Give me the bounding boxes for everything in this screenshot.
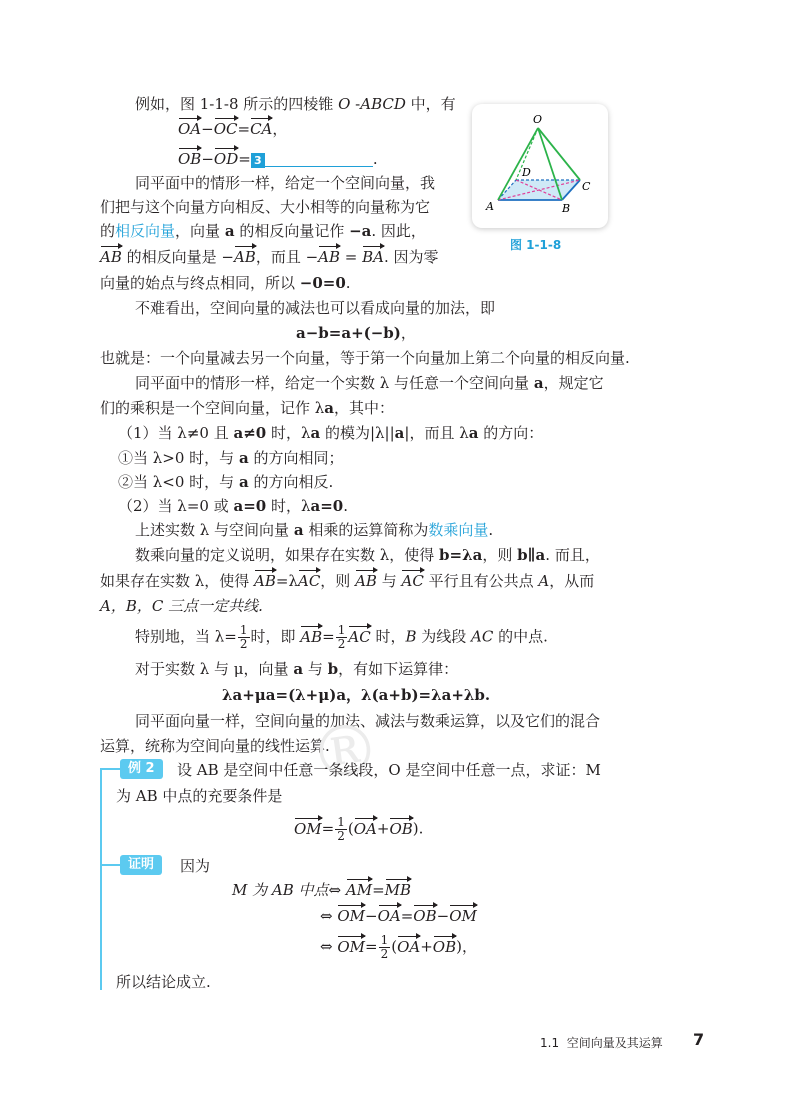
vector: OM bbox=[449, 904, 477, 928]
proof-step-2 bbox=[320, 904, 477, 928]
text: 们的乘积是一个空间向量，记作 λ bbox=[100, 399, 325, 417]
text: 同平面中的情形一样，给定一个实数 λ 与任意一个空间向量 bbox=[135, 374, 534, 392]
text-line bbox=[135, 92, 456, 116]
text: （2）当 λ=0 或 bbox=[118, 497, 234, 515]
text-line: 不难看出，空间向量的减法也可以看成向量的加法，即 bbox=[135, 299, 496, 317]
text-line bbox=[118, 421, 543, 445]
text-line bbox=[118, 446, 343, 470]
text: = bbox=[340, 248, 363, 266]
denominator: 2 bbox=[380, 947, 389, 961]
text: . bbox=[372, 150, 378, 168]
fraction bbox=[335, 816, 347, 843]
proof-step-3 bbox=[320, 934, 477, 961]
text: . bbox=[343, 497, 348, 515]
text: 与 bbox=[376, 572, 402, 590]
text: . bbox=[488, 521, 494, 539]
pyramid-figure bbox=[472, 104, 608, 228]
figure-caption: 图 1-1-8 bbox=[510, 238, 562, 252]
text: 的方向相反. bbox=[248, 473, 334, 491]
denominator: 2 bbox=[239, 637, 248, 651]
text: . 而且， bbox=[545, 546, 600, 564]
text: 数乘向量的定义说明，如果存在实数 λ，使得 bbox=[135, 546, 440, 564]
label-O: O bbox=[533, 113, 543, 126]
text: 时，λ bbox=[266, 424, 311, 442]
text: a bbox=[293, 660, 304, 678]
equation-2 bbox=[178, 147, 378, 171]
text: a bbox=[468, 424, 479, 442]
label-A: A bbox=[486, 200, 494, 213]
text: ( bbox=[391, 937, 398, 956]
text-line: 同平面中的情形一样，给定一个空间向量，我 bbox=[135, 174, 436, 192]
text: 的方向： bbox=[478, 424, 544, 442]
operator: = bbox=[237, 120, 251, 138]
text: ， bbox=[272, 120, 288, 138]
text: 时，即 bbox=[250, 627, 301, 646]
text: 的相反向量记作 bbox=[234, 222, 350, 240]
text: ⇔ bbox=[320, 907, 338, 925]
text: ②当 λ<0 时，与 bbox=[118, 473, 239, 491]
page-number: 7 bbox=[693, 1030, 705, 1049]
text: 为线段 bbox=[416, 627, 472, 646]
edge-OC bbox=[538, 128, 580, 180]
text-line bbox=[135, 371, 604, 395]
text: = bbox=[322, 627, 335, 646]
text: = bbox=[400, 907, 414, 925]
text: )， bbox=[456, 937, 477, 956]
text: = bbox=[365, 937, 378, 956]
text: 时，λ bbox=[266, 497, 311, 515]
vector: MB bbox=[385, 878, 411, 902]
text: a bbox=[310, 424, 321, 442]
text-line bbox=[100, 219, 426, 243]
text: b=λa bbox=[439, 546, 483, 564]
text: . 因此， bbox=[371, 222, 426, 240]
text: 对于实数 λ 与 μ，向量 bbox=[135, 660, 294, 678]
vector: AB bbox=[100, 245, 122, 269]
text: + bbox=[376, 819, 390, 838]
vector: OA bbox=[354, 817, 377, 841]
text: M 为 AB 中点⇔ bbox=[232, 881, 346, 899]
vector: OA bbox=[378, 904, 401, 928]
proof-step-1 bbox=[232, 878, 411, 902]
vector: OM bbox=[294, 817, 322, 841]
text: . bbox=[345, 274, 351, 292]
section-title: 空间向量及其运算 bbox=[566, 1036, 663, 1050]
vector: OA bbox=[397, 935, 420, 959]
text: （1）当 λ≠0 且 bbox=[118, 424, 234, 442]
vector: OB bbox=[178, 147, 201, 171]
text: a bbox=[238, 473, 249, 491]
text: −0=0 bbox=[299, 274, 346, 292]
text: a=0 bbox=[310, 497, 344, 515]
numerator: 1 bbox=[337, 623, 346, 637]
vector: OB bbox=[389, 817, 412, 841]
text: = bbox=[321, 819, 335, 838]
text-line bbox=[100, 245, 439, 269]
vector: AC bbox=[401, 569, 423, 593]
text: ，从而 bbox=[549, 572, 595, 590]
text: b∥a bbox=[517, 546, 546, 564]
text: ( bbox=[347, 819, 354, 838]
text: ⇔ bbox=[320, 937, 338, 956]
label-B: B bbox=[562, 202, 571, 215]
vector: AB bbox=[234, 245, 256, 269]
vector: OD bbox=[214, 147, 238, 171]
text: b bbox=[327, 660, 339, 678]
text-line: A，B，C 三点一定共线. bbox=[100, 597, 263, 615]
vector: AM bbox=[346, 878, 372, 902]
operator: − bbox=[201, 120, 214, 138]
text: ， bbox=[400, 324, 416, 342]
text: O bbox=[338, 95, 351, 113]
section-number: 1.1 bbox=[540, 1036, 560, 1050]
text: a bbox=[533, 374, 544, 392]
text: 相乘的运算简称为 bbox=[303, 521, 429, 539]
vector: OM bbox=[337, 904, 365, 928]
denominator: 2 bbox=[337, 637, 346, 651]
vector: AB bbox=[254, 569, 276, 593]
formula-line bbox=[294, 816, 423, 843]
text-line: 所以结论成立. bbox=[116, 973, 211, 991]
fraction bbox=[379, 934, 391, 961]
formula: a−b=a+(−b) bbox=[296, 324, 401, 342]
pyramid-diagram bbox=[472, 104, 608, 228]
text: + bbox=[420, 937, 433, 956]
text: a bbox=[324, 399, 335, 417]
text-line: 运算，统称为空间向量的线性运算. bbox=[100, 737, 330, 755]
text: ，其中： bbox=[334, 399, 395, 417]
operator: − bbox=[201, 150, 214, 168]
text: 的相反向量是 − bbox=[121, 248, 234, 266]
vector: AB bbox=[355, 569, 377, 593]
fraction bbox=[336, 624, 348, 651]
footer-section bbox=[540, 1034, 663, 1051]
text: A bbox=[538, 572, 550, 590]
text: −a bbox=[349, 222, 372, 240]
text: =λ bbox=[275, 572, 298, 590]
term-highlight: 数乘向量 bbox=[428, 521, 489, 539]
answer-blank[interactable] bbox=[265, 150, 373, 167]
equation-1 bbox=[178, 117, 287, 141]
formula-line: λa+μa=(λ+μ)a，λ(a+b)=λa+λb. bbox=[222, 686, 491, 704]
text: ，向量 bbox=[175, 222, 225, 240]
proof-tag: 证明 bbox=[120, 855, 162, 875]
text: ，有如下运算律： bbox=[338, 660, 459, 678]
text-line: 同平面向量一样，空间向量的加法、减法与数乘运算，以及它们的混合 bbox=[135, 712, 601, 730]
vector: AC bbox=[348, 625, 370, 649]
text-line bbox=[118, 470, 333, 494]
vector: AB bbox=[318, 245, 340, 269]
denominator: 2 bbox=[337, 829, 345, 843]
text-line: 也就是：一个向量减去另一个向量，等于第一个向量加上第二个向量的相反向量. bbox=[100, 349, 630, 367]
vector: BA bbox=[362, 245, 384, 269]
text: ). bbox=[412, 819, 424, 838]
term-highlight: 相反向量 bbox=[115, 222, 176, 240]
example-tag: 例 2 bbox=[120, 759, 163, 779]
text: 上述实数 λ 与空间向量 bbox=[135, 521, 294, 539]
text: 的方向相同； bbox=[248, 449, 344, 467]
text: 时， bbox=[370, 627, 406, 646]
text: a bbox=[293, 521, 304, 539]
vector: AB bbox=[300, 625, 322, 649]
vector: OM bbox=[337, 935, 365, 959]
text: a≠0 bbox=[233, 424, 267, 442]
text: . 因为零 bbox=[384, 248, 439, 266]
blank-number-badge: 3 bbox=[251, 153, 265, 168]
vector: OC bbox=[214, 117, 238, 141]
vector: CA bbox=[250, 117, 272, 141]
text: 中，有 bbox=[405, 95, 456, 113]
text: a bbox=[224, 222, 235, 240]
text-line bbox=[135, 657, 458, 681]
text-line bbox=[118, 494, 348, 518]
text: |，而且 λ bbox=[404, 424, 469, 442]
formula-line bbox=[296, 321, 416, 345]
text: 平行且有公共点 bbox=[423, 572, 539, 590]
text: 与 bbox=[303, 660, 328, 678]
text: ，则 bbox=[320, 572, 356, 590]
text: − bbox=[436, 907, 450, 925]
vector: OB bbox=[413, 904, 436, 928]
label-C: C bbox=[582, 180, 591, 193]
text: 例如，图 1-1-8 所示的四棱锥 bbox=[135, 95, 339, 113]
text: − bbox=[365, 907, 378, 925]
vector: OB bbox=[433, 935, 456, 959]
text-line bbox=[100, 271, 351, 295]
vector: AC bbox=[298, 569, 320, 593]
text-line: 因为 bbox=[180, 857, 211, 875]
text: a=0 bbox=[233, 497, 267, 515]
fraction bbox=[238, 624, 250, 651]
text: 向量的始点与终点相同，所以 bbox=[100, 274, 300, 292]
text-line: 们把与这个向量方向相反、大小相等的向量称为它 bbox=[100, 198, 431, 216]
text-line bbox=[135, 543, 600, 567]
text-line: 设 AB 是空间中任意一条线段，O 是空间中任意一点，求证：M bbox=[177, 761, 601, 779]
example-vertical-rule bbox=[100, 768, 102, 990]
text-line bbox=[135, 624, 548, 651]
text-line: 为 AB 中点的充要条件是 bbox=[116, 787, 283, 805]
text: ABCD bbox=[360, 95, 406, 113]
text-line bbox=[100, 569, 594, 593]
text: 如果存在实数 λ，使得 bbox=[100, 572, 255, 590]
numerator: 1 bbox=[380, 933, 389, 947]
label-D: D bbox=[522, 166, 531, 179]
operator: = bbox=[238, 150, 251, 168]
text: AC bbox=[471, 627, 494, 646]
numerator: 1 bbox=[239, 623, 248, 637]
vector: OA bbox=[178, 117, 201, 141]
text: = bbox=[372, 881, 385, 899]
text: - bbox=[350, 95, 361, 113]
text: 的中点. bbox=[493, 627, 548, 646]
text-line bbox=[135, 518, 493, 542]
text: 特别地，当 λ= bbox=[135, 627, 237, 646]
text: a bbox=[238, 449, 249, 467]
text: ，而且 − bbox=[255, 248, 319, 266]
numerator: 1 bbox=[337, 815, 345, 829]
text: a bbox=[394, 424, 405, 442]
text: ，则 bbox=[482, 546, 518, 564]
text: 的 bbox=[100, 222, 116, 240]
text: B bbox=[405, 627, 417, 646]
text: 的模为|λ|| bbox=[320, 424, 395, 442]
watermark-logo: ® bbox=[304, 704, 394, 798]
text: ①当 λ>0 时，与 bbox=[118, 449, 239, 467]
text: ，规定它 bbox=[543, 374, 604, 392]
text-line bbox=[100, 396, 394, 420]
